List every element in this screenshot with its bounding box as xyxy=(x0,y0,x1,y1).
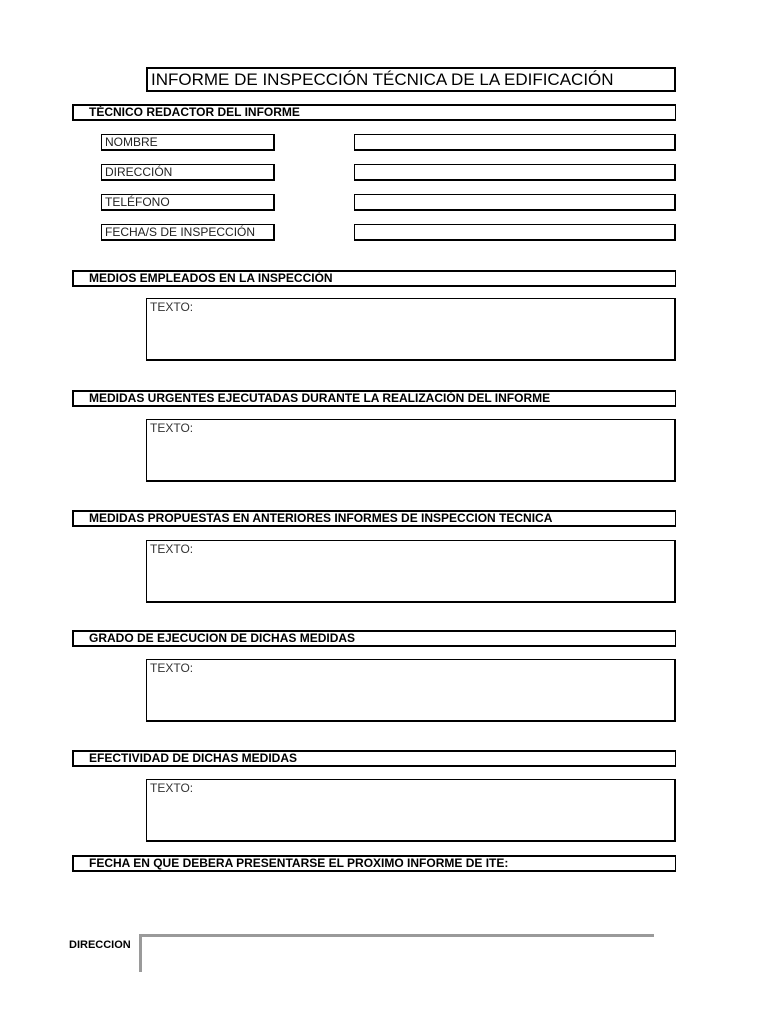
text-area-medios-empleados[interactable]: TEXTO: xyxy=(146,298,676,361)
section-header-medios-empleados: MEDIOS EMPLEADOS EN LA INSPECCIÓN xyxy=(72,270,676,287)
footer-divider xyxy=(139,934,142,972)
field-input-telefono[interactable] xyxy=(354,194,676,211)
field-label-direccion: DIRECCIÓN xyxy=(101,164,275,181)
text-area-grado-ejecucion[interactable]: TEXTO: xyxy=(146,659,676,722)
section-header-medidas-urgentes: MEDIDAS URGENTES EJECUTADAS DURANTE LA REALIZACIÓN DEL INFORME xyxy=(72,390,676,407)
section-header-medidas-propuestas: MEDIDAS PROPUESTAS EN ANTERIORES INFORMES DE INSPECCION TECNICA xyxy=(72,510,676,527)
section-header-technician: TÉCNICO REDACTOR DEL INFORME xyxy=(72,104,676,121)
footer-rule xyxy=(140,934,654,937)
text-area-medidas-propuestas[interactable]: TEXTO: xyxy=(146,540,676,603)
field-label-nombre: NOMBRE xyxy=(101,134,275,151)
text-area-efectividad[interactable]: TEXTO: xyxy=(146,779,676,842)
text-area-medidas-urgentes[interactable]: TEXTO: xyxy=(146,419,676,482)
field-input-nombre[interactable] xyxy=(354,134,676,151)
section-header-grado-ejecucion: GRADO DE EJECUCION DE DICHAS MEDIDAS xyxy=(72,630,676,647)
field-label-telefono: TELÉFONO xyxy=(101,194,275,211)
document-title: INFORME DE INSPECCIÓN TÉCNICA DE LA EDIFICACIÓN xyxy=(146,67,676,92)
field-input-fecha-inspeccion[interactable] xyxy=(354,224,676,241)
footer-label: DIRECCION xyxy=(69,939,131,951)
section-header-efectividad: EFECTIVIDAD DE DICHAS MEDIDAS xyxy=(72,750,676,767)
field-label-fecha-inspeccion: FECHA/S DE INSPECCIÓN xyxy=(101,224,275,241)
section-header-proximo-informe: FECHA EN QUE DEBERA PRESENTARSE EL PROXIMO INFORME DE ITE: xyxy=(72,855,676,872)
field-input-direccion[interactable] xyxy=(354,164,676,181)
